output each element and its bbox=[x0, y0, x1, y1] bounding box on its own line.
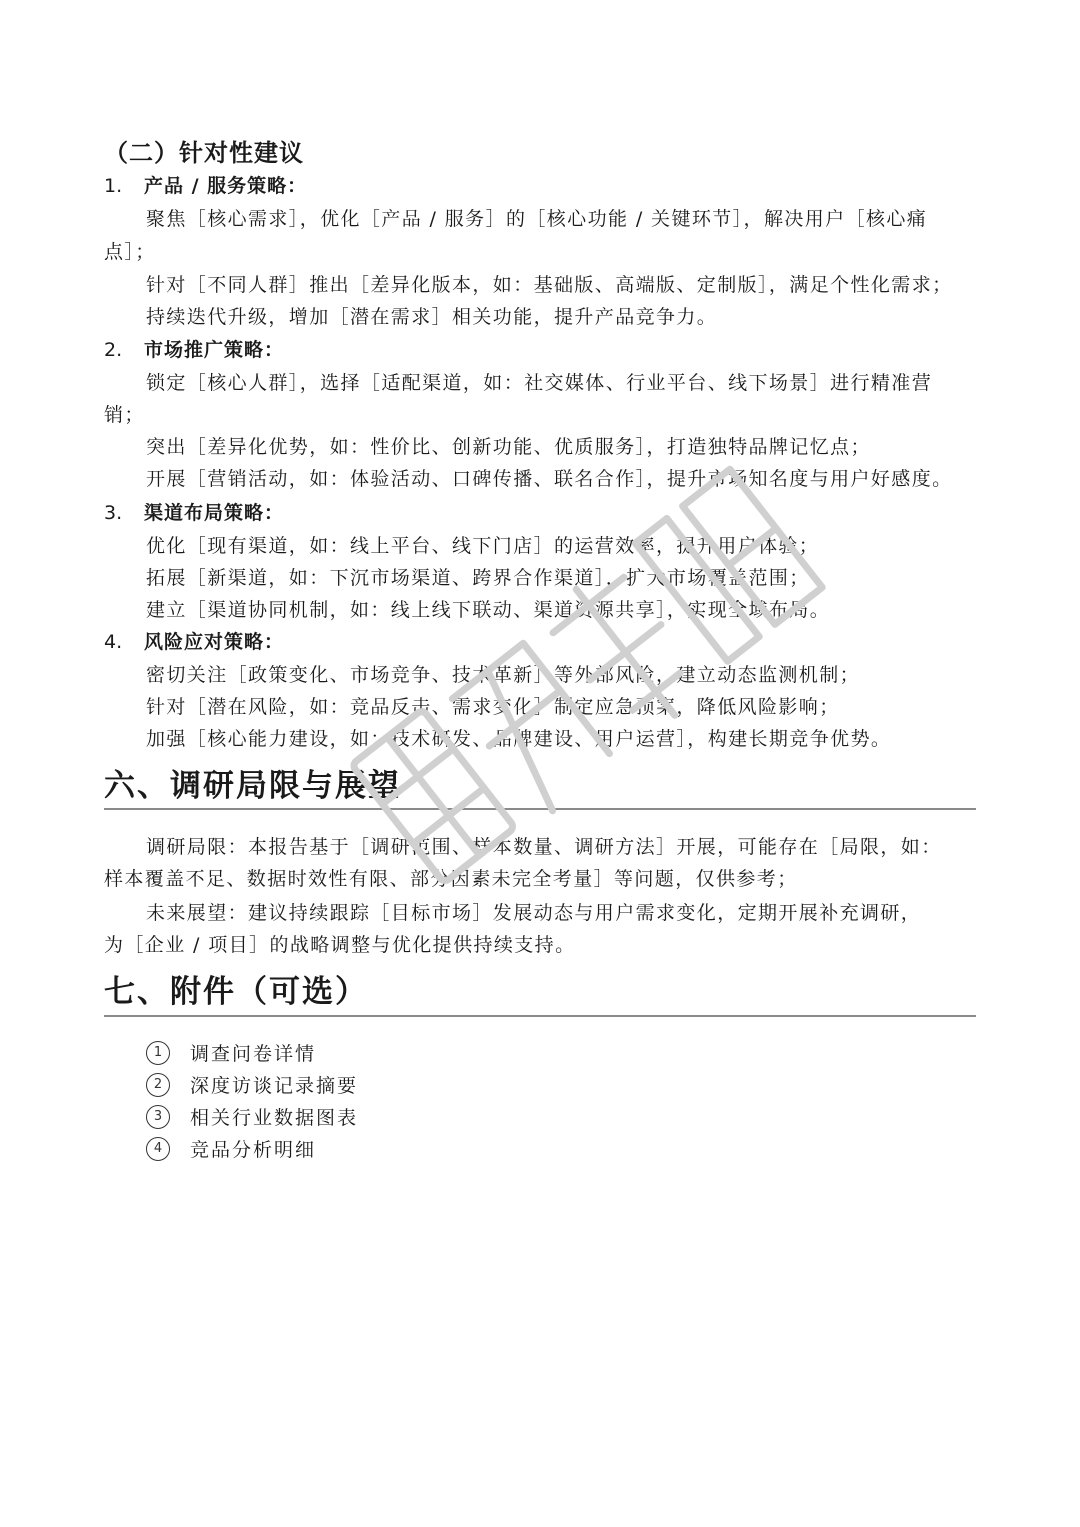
body-line: 开展［营销活动，如：体验活动、口碑传播、联名合作］，提升市场知名度与用户好感度。 bbox=[146, 468, 953, 490]
item-heading-text: 产品 / 服务策略： bbox=[144, 175, 308, 197]
list-item: 调查问卷详情 bbox=[190, 1043, 317, 1065]
body-line: 销； bbox=[104, 404, 145, 426]
strategy-heading-product bbox=[104, 171, 307, 198]
circled-number: 3 bbox=[146, 1105, 170, 1129]
body-line: 针对［潜在风险，如：竞品反击、需求变化］制定应急预案，降低风险影响； bbox=[146, 696, 840, 718]
section-divider bbox=[104, 808, 976, 810]
strategy-heading-risk bbox=[104, 627, 284, 654]
body-line: 针对［不同人群］推出［差异化版本，如：基础版、高端版、定制版］，满足个性化需求； bbox=[146, 274, 953, 296]
subsection-title: （二）针对性建议 bbox=[104, 139, 304, 167]
circled-number: 2 bbox=[146, 1073, 170, 1097]
list-item: 竞品分析明细 bbox=[190, 1139, 317, 1161]
item-number: 3. bbox=[104, 502, 123, 524]
item-heading-text: 风险应对策略： bbox=[144, 631, 285, 653]
body-line: 样本覆盖不足、数据时效性有限、部分因素未完全考量］等问题，仅供参考； bbox=[104, 868, 798, 890]
list-item: 相关行业数据图表 bbox=[190, 1107, 359, 1129]
item-heading-text: 渠道布局策略： bbox=[144, 502, 285, 524]
strategy-heading-marketing bbox=[104, 335, 284, 362]
body-line: 突出［差异化优势，如：性价比、创新功能、优质服务］，打造独特品牌记忆点； bbox=[146, 436, 871, 458]
item-heading-text: 市场推广策略： bbox=[144, 339, 285, 361]
body-line: 聚焦［核心需求］，优化［产品 / 服务］的［核心功能 / 关键环节］，解决用户［核心痛 bbox=[146, 208, 928, 230]
body-line: 持续迭代升级，增加［潜在需求］相关功能，提升产品竞争力。 bbox=[146, 306, 718, 328]
body-line: 为［企业 / 项目］的战略调整与优化提供持续支持。 bbox=[104, 934, 576, 956]
body-line: 加强［核心能力建设，如：技术研发、品牌建设、用户运营］，构建长期竞争优势。 bbox=[146, 728, 892, 750]
body-line: 建立［渠道协同机制，如：线上线下联动、渠道资源共享］，实现全域布局。 bbox=[146, 599, 831, 621]
strategy-heading-channel bbox=[104, 498, 284, 525]
body-line: 调研局限：本报告基于［调研范围、样本数量、调研方法］开展，可能存在［局限，如： bbox=[146, 836, 942, 858]
section-title-limitations: 六、调研局限与展望 bbox=[104, 768, 401, 804]
body-line: 优化［现有渠道，如：线上平台、线下门店］的运营效率，提升用户体验； bbox=[146, 535, 820, 557]
body-line: 拓展［新渠道，如：下沉市场渠道、跨界合作渠道］，扩大市场覆盖范围； bbox=[146, 567, 810, 589]
body-line: 未来展望：建议持续跟踪［目标市场］发展动态与用户需求变化，定期开展补充调研， bbox=[146, 902, 922, 924]
list-item: 深度访谈记录摘要 bbox=[190, 1075, 359, 1097]
circled-number: 4 bbox=[146, 1137, 170, 1161]
body-line: 点］； bbox=[104, 241, 156, 263]
circled-number: 1 bbox=[146, 1041, 170, 1065]
body-line: 密切关注［政策变化、市场竞争、技术革新］等外部风险，建立动态监测机制； bbox=[146, 664, 861, 686]
item-number: 1. bbox=[104, 175, 123, 197]
section-title-appendix: 七、附件（可选） bbox=[104, 974, 368, 1010]
body-line: 锁定［核心人群］，选择［适配渠道，如：社交媒体、行业平台、线下场景］进行精准营 bbox=[146, 372, 933, 394]
item-number: 2. bbox=[104, 339, 123, 361]
item-number: 4. bbox=[104, 631, 123, 653]
section-divider bbox=[104, 1015, 976, 1017]
